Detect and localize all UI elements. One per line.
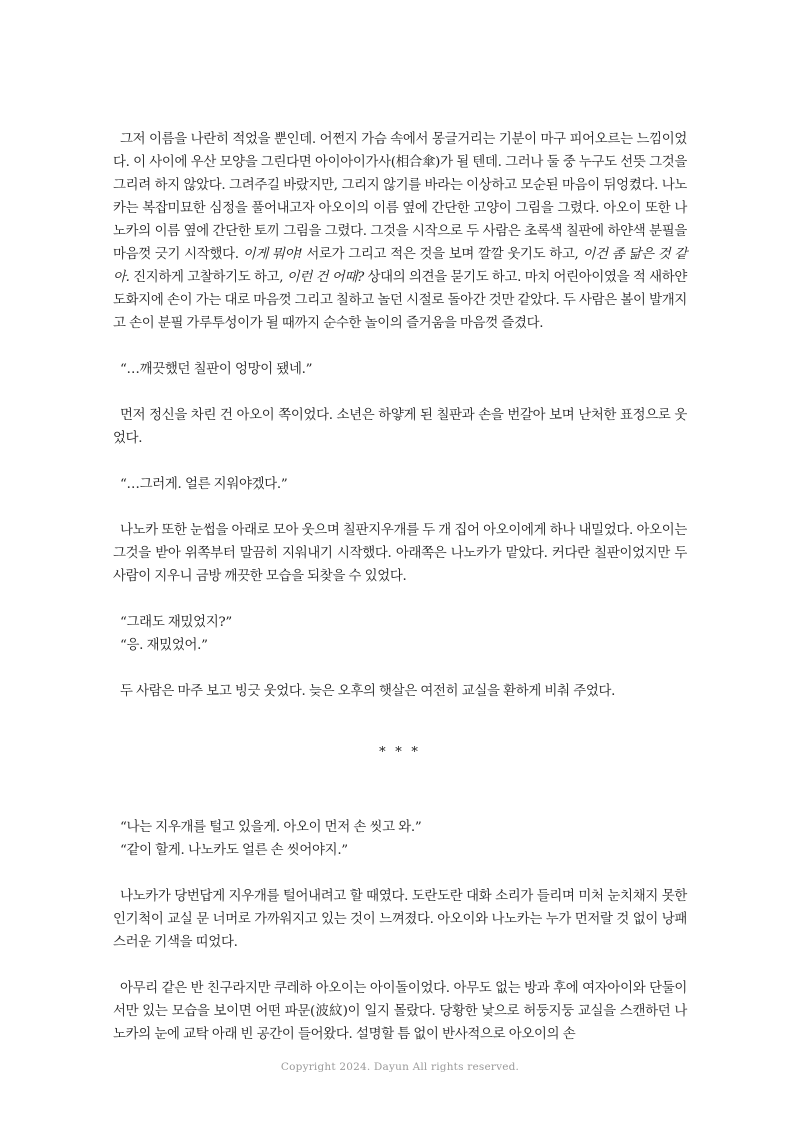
dialogue-nanoka-3: “나는 지우개를 털고 있을게. 아오이 먼저 손 씻고 와.” [120, 820, 422, 835]
paragraph-1-italic-2: 이건 좀 닮은 것 같아. [113, 247, 687, 285]
dialogue-aoi-1: “…깨끗했던 칠판이 엉망이 됐네.” [120, 362, 313, 377]
paragraph-1-text-a: 그저 이름을 나란히 적었을 뿐인데. 어쩐지 가슴 속에서 몽글거리는 기분이 마구 피어오르는 느낌이었다. 이 사이에 우산 모양을 그린다면 아이아이가사(相合傘)가 될 텐데. 그러나 둘 중 누구도 선뜻 그것을 그리려 하지 않았다. 그려주길 바랐지만, 그리지 않기를 바라는 이상하고 모순된 마음이 뒤엉켰다. 나노카는 복잡미묘한 심정을 풀어내고자 아오이의 이름 옆에 간단한 고양이 그림을 그렸다. 아오이 또한 나노카의 이름 옆에 간단한 토끼 그림을 그렸다. 그것을 시작으로 두 사람은 초록색 칠판에 하얀색 분필을 마음껏 긋기 시작했다. [113, 132, 687, 262]
paragraph-1-text-b: 서로가 그리고 적은 것을 보며 깔깔 웃기도 하고, [302, 247, 583, 262]
paragraph-10: 아무리 같은 반 친구라지만 쿠레하 아오이는 아이돌이었다. 아무도 없는 방과 후에 여자아이와 단둘이서만 있는 모습을 보이면 어떤 파문(波紋)이 일지 몰랐다. 당황한 낯으로 허둥지둥 교실을 스캔하던 나노카의 눈에 교탁 아래 빈 공간이 들어왔다. 설명할 틈 없이 반사적으로 아오이의 손 [113, 981, 687, 1042]
paragraph-5: 나노카 또한 눈썹을 아래로 모아 웃으며 칠판지우개를 두 개 집어 아오이에게 하나 내밀었다. 아오이는 그것을 받아 위쪽부터 말끔히 지워내기 시작했다. 아래쪽은 나노카가 맡았다. 커다란 칠판이었지만 두 사람이 지우니 금방 깨끗한 모습을 되찾을 수 있었다. [113, 523, 687, 584]
paragraph-1-text-c: 진지하게 고찰하기도 하고, [129, 270, 287, 285]
scene-separator: * * * [379, 745, 421, 760]
paragraph-1-text-d: 상대의 의견을 묻기도 하고. 마치 어린아이였을 적 새하얀 도화지에 손이 가는 대로 마음껏 그리고 칠하고 놀던 시절로 돌아간 것만 같았다. 두 사람은 볼이 발개지고 손이 분필 가루투성이가 될 때까지 순수한 놀이의 즐거움을 마음껏 즐겼다. [113, 270, 687, 331]
dialogue-nanoka-1: “…그러게. 얼른 지워야겠다.” [120, 477, 288, 492]
document-body [113, 128, 687, 1069]
paragraph-1 [113, 128, 687, 335]
paragraph-7: 두 사람은 마주 보고 빙긋 웃었다. 늦은 오후의 햇살은 여전히 교실을 환하게 비춰 주었다. [120, 684, 616, 699]
dialogue-nanoka-2: “그래도 재밌었지?” [120, 615, 232, 630]
paragraph-3: 먼저 정신을 차린 건 아오이 쪽이었다. 소년은 하얗게 된 칠판과 손을 번갈아 보며 난처한 표정으로 웃었다. [113, 408, 687, 446]
paragraph-9: 나노카가 당번답게 지우개를 털어내려고 할 때였다. 도란도란 대화 소리가 들리며 미처 눈치채지 못한 인기척이 교실 문 너머로 가까워지고 있는 것이 느껴졌다. 아오이와 나노카는 누가 먼저랄 것 없이 낭패스러운 기색을 띠었다. [113, 889, 687, 950]
dialogue-aoi-3: “같이 할게. 나노카도 얼른 손 씻어야지.” [120, 843, 348, 858]
paragraph-1-italic-1: 이게 뭐야! [242, 247, 303, 262]
dialogue-aoi-2: “응. 재밌었어.” [120, 638, 208, 653]
paragraph-1-italic-3: 이런 건 어때? [286, 270, 364, 285]
copyright-footer: Copyright 2024. Dayun All rights reserved. [280, 1061, 520, 1073]
